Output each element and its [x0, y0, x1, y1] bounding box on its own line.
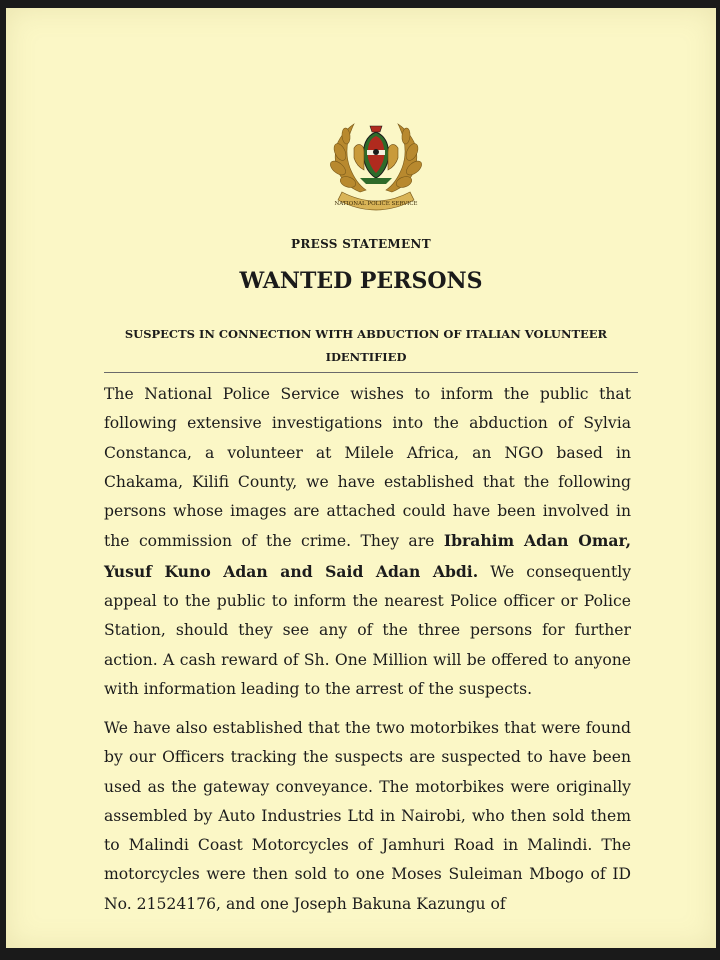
header-divider: [104, 372, 638, 373]
subtitle-line-1: SUSPECTS IN CONNECTION WITH ABDUCTION OF ITALIAN VOLUNTEER: [124, 327, 608, 341]
paragraph-2: We have also established that the two motorbikes that were found by our Officers tracking the suspects are suspected to have been used as the gateway conveyance. The motorbikes were originally assembled by Auto Industries Ltd in Nairobi, who then sold them to Malindi Coast Motorcycles of Jamhuri Road in Malindi. The motorcycles were then sold to one Moses Suleiman Mbogo of ID No. 21524176, and one Joseph Bakuna Kazungu of: [104, 719, 631, 913]
document-subtitle: [116, 323, 616, 369]
suspect-names: Ibrahim Adan Omar, Yusuf Kuno Adan and Said Adan Abdi.: [104, 531, 631, 581]
press-statement-label: PRESS STATEMENT: [291, 237, 431, 251]
page-title: WANTED PERSONS: [239, 268, 483, 294]
paragraph-1-appeal: We consequently appeal to the public to inform the nearest Police officer or Police Station, should they see any of the three persons for further action. A cash reward of Sh. One Million will be offered to anyone with information leading to the arrest of the suspects.: [104, 562, 632, 698]
paragraph-1-intro: The National Police Service wishes to inform the public that following extensive investigations into the abduction of Sylvia Constanca, a volunteer at Milele Africa, an NGO based in Chakama, Kilifi County, we have established that the following persons whose images are attached could have been involved in the commission of the crime. They are: [104, 385, 631, 551]
document-page: [6, 8, 716, 948]
subtitle-line-2: IDENTIFIED: [325, 350, 407, 364]
svg-text:NATIONAL POLICE SERVICE: NATIONAL POLICE SERVICE: [334, 201, 418, 207]
paragraph-1: [104, 380, 631, 704]
national-police-service-crest: [320, 112, 432, 212]
